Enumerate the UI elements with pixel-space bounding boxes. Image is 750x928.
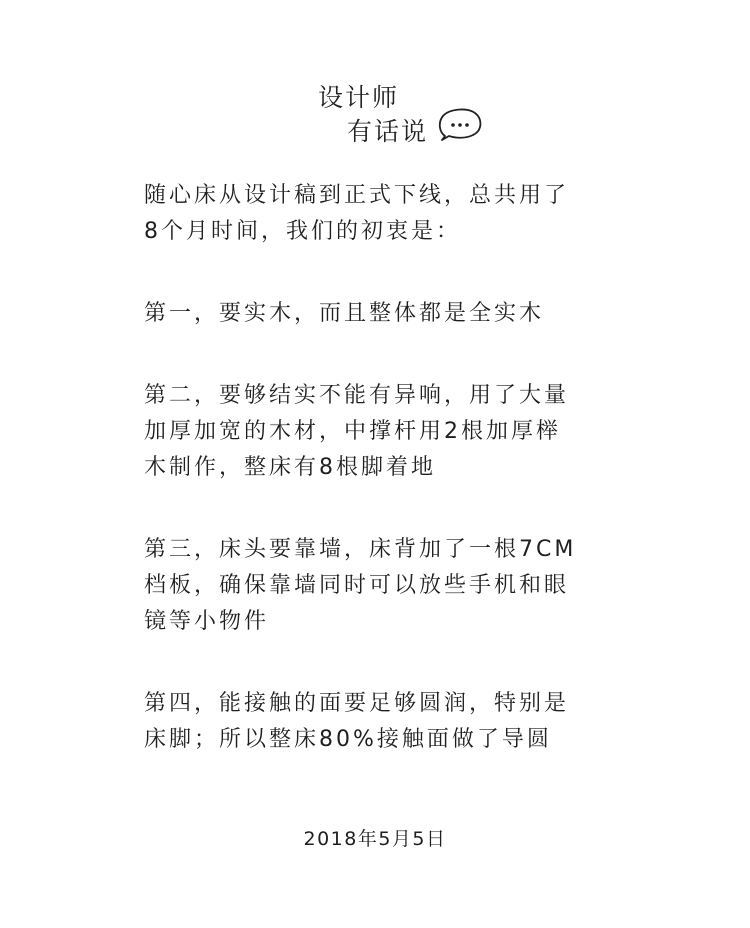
point-three-line: 镜等小物件 bbox=[144, 609, 270, 634]
point-three-paragraph bbox=[144, 532, 614, 640]
point-three-line: 第三，床头要靠墙，床背加了一根7CM bbox=[144, 537, 577, 562]
point-two-line: 木制作，整床有8根脚着地 bbox=[144, 455, 436, 480]
intro-paragraph bbox=[144, 178, 614, 250]
article-body bbox=[144, 178, 614, 758]
intro-line: 随心床从设计稿到正式下线，总共用了 bbox=[144, 183, 570, 208]
point-four-paragraph bbox=[144, 686, 614, 758]
header-title-line2: 有话说 bbox=[347, 117, 429, 146]
point-one-paragraph bbox=[144, 296, 614, 332]
point-four-line: 第四，能接触的面要足够圆润，特别是 bbox=[144, 691, 570, 716]
point-two-line: 第二，要够结实不能有异响，用了大量 bbox=[144, 383, 570, 408]
publish-date: 2018年5月5日 bbox=[303, 828, 447, 850]
point-two-line: 加厚加宽的木材，中撑杆用2根加厚榉 bbox=[144, 419, 561, 444]
point-two-paragraph bbox=[144, 378, 614, 486]
header-title-line1: 设计师 bbox=[318, 83, 400, 112]
intro-line: 8个月时间，我们的初衷是： bbox=[144, 219, 461, 244]
ellipsis-speech-bubble-icon bbox=[437, 106, 483, 144]
point-three-line: 档板，确保靠墙同时可以放些手机和眼 bbox=[144, 573, 570, 598]
designer-header bbox=[0, 78, 750, 158]
point-four-line: 床脚；所以整床80%接触面做了导圆 bbox=[144, 727, 552, 752]
point-one-line: 第一，要实木，而且整体都是全实木 bbox=[144, 301, 545, 326]
